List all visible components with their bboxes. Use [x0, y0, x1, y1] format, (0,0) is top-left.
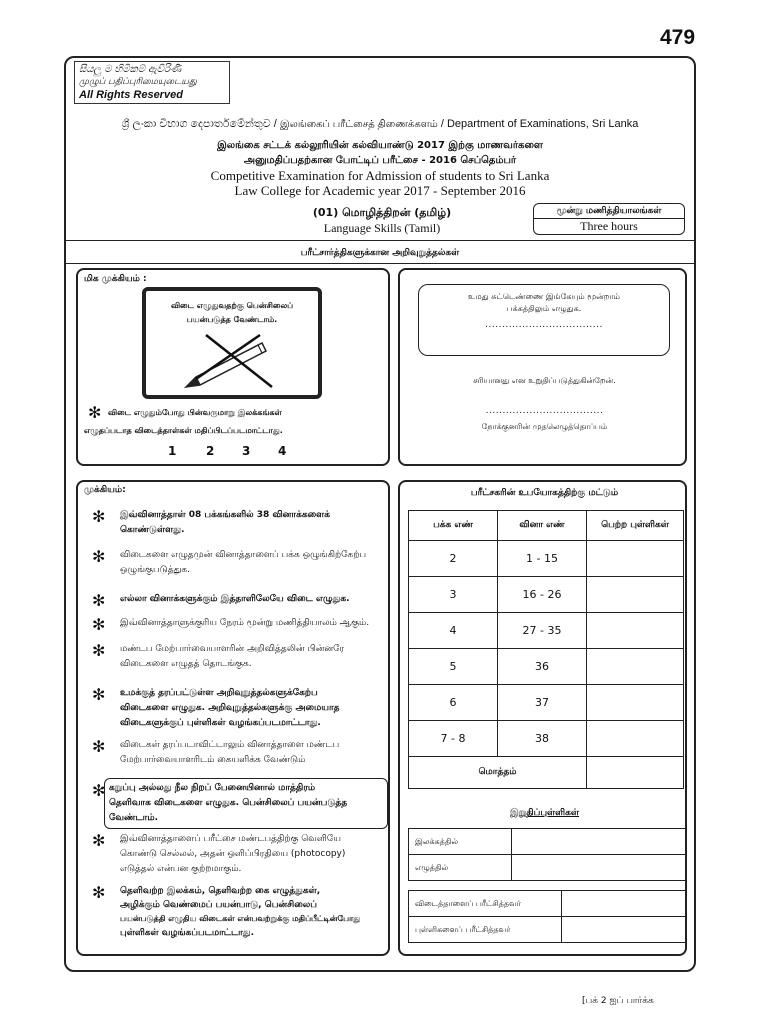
- final-label: இலக்கத்தில்: [409, 829, 512, 855]
- table-row: [409, 577, 684, 613]
- table-row: [409, 649, 684, 685]
- instruction-8: கறுப்பு அல்லது நீல நிறப் பேனையினால் மாத்திரம் தெளிவாக விடைகளை எழுதுக. பென்சிலைப் பயன்படுத்த வேண்டாம்.: [104, 778, 388, 829]
- pencil-note-2: பயன்படுத்த வேண்டாம்.: [186, 315, 278, 324]
- page-cell: 4: [409, 613, 498, 649]
- duration-box: [533, 203, 685, 235]
- table-row: [409, 829, 686, 855]
- index-number-field[interactable]: [418, 284, 670, 356]
- copyright-sinhala: සියලු ම හිමිකම් ඇවිරිණි: [79, 64, 182, 75]
- department-english: Department of Examinations, Sri Lanka: [446, 118, 639, 130]
- very-important-label: மிக முக்கியம் :: [84, 274, 147, 284]
- instruction-5: மண்டப மேற்பார்வையாளரின் அறிவித்தலின் பின்னரே விடைகளை எழுதத் தொடங்குக.: [120, 644, 345, 669]
- page-cell: 5: [409, 649, 498, 685]
- index-number-panel: [398, 268, 687, 466]
- marks-cell[interactable]: [587, 577, 684, 613]
- numbers-note-2: எழுதப்படாத விடைத்தாள்கள் மதிப்பிடப்படமாட்டாது.: [84, 426, 283, 435]
- instructions-heading: பரீட்சார்த்திகளுக்கான அறிவுறுத்தல்கள்: [300, 248, 460, 258]
- checker-value-cell[interactable]: [562, 891, 686, 917]
- marks-cell[interactable]: [587, 613, 684, 649]
- cross-line-2: [196, 335, 260, 379]
- instruction-2: விடைகளை எழுதமுன் வினாத்தாளைப் பக்க ஒழுங்கிற்கேற்ப ஒழுங்குபடுத்துக.: [120, 550, 367, 575]
- subject-english: Language Skills (Tamil): [323, 221, 441, 235]
- copyright-english: All Rights Reserved: [79, 89, 183, 101]
- page-cell: 7 - 8: [409, 721, 498, 757]
- star-bullet-icon: ✻: [92, 685, 106, 704]
- total-row: [409, 757, 684, 789]
- digit-3: 3: [242, 444, 251, 458]
- digit-2: 2: [206, 444, 215, 458]
- marks-cell[interactable]: [587, 721, 684, 757]
- questions-cell: 1 - 15: [498, 541, 587, 577]
- questions-cell: 36: [498, 649, 587, 685]
- pencil-warning-box: [142, 287, 322, 399]
- star-bullet-icon: ✻: [92, 737, 106, 756]
- table-row: [409, 541, 684, 577]
- examiner-box: [398, 480, 687, 956]
- instruction-6: உமக்குத் தரப்பட்டுள்ள அறிவுறுத்தல்களுக்கேற்ப விடைகளை எழுதுக. அறிவுறுத்தல்களுக்கு அமையாத விடைகளுக்குப் புள்ளிகள் வழங்கப்படமாட்டாது.: [120, 688, 340, 728]
- total-cell[interactable]: [587, 757, 684, 789]
- important-label: முக்கியம்:: [84, 485, 126, 495]
- digit-1: 1: [168, 444, 177, 458]
- page-cell: 6: [409, 685, 498, 721]
- examiner-title: பரீட்சகரின் உபயோகத்திற்கு மட்டும்: [470, 488, 619, 498]
- instruction-4: இவ்வினாத்தாளுக்குரிய நேரம் மூன்று மணித்தியாலம் ஆகும்.: [120, 618, 370, 628]
- very-important-box: [76, 268, 390, 466]
- instruction-9: இவ்வினாத்தாளைப் பரீட்சை மண்டபத்திற்கு வெளியே கொண்டு செல்லல், அதன் ஒளிப்பிரதியை (photocopy) எடுத்தல் என்பன குற்றமாகும்.: [120, 834, 346, 874]
- title-tamil-2: அனுமதிப்பதற்கான போட்டிப் பரீட்சை - 2016 செப்தெம்பர்: [243, 155, 517, 166]
- questions-cell: 27 - 35: [498, 613, 587, 649]
- table-row: [409, 891, 686, 917]
- questions-cell: 37: [498, 685, 587, 721]
- crossed-pencil-icon: [176, 329, 286, 393]
- final-value-cell[interactable]: [512, 829, 686, 855]
- star-bullet-icon: ✻: [92, 781, 106, 800]
- star-bullet-icon: ✻: [92, 883, 106, 902]
- page-cell: 3: [409, 577, 498, 613]
- checker-value-cell[interactable]: [562, 917, 686, 943]
- star-bullet-icon: ✻: [92, 591, 106, 610]
- total-label: மொத்தம்: [409, 757, 587, 789]
- checked-by-table: [408, 890, 686, 943]
- marks-cell[interactable]: [587, 649, 684, 685]
- questions-cell: 16 - 26: [498, 577, 587, 613]
- copyright-tamil: முழுப் பதிப்புரிமையுடையது: [79, 77, 197, 87]
- star-bullet-icon: ✻: [92, 641, 106, 660]
- marks-cell[interactable]: [587, 685, 684, 721]
- star-bullet-icon: ✻: [92, 615, 106, 634]
- table-row: [409, 721, 684, 757]
- checker-label: விடைத்தாளைப் பரீட்சித்தவர்: [409, 891, 562, 917]
- header-marks: பெற்ற புள்ளிகள்: [587, 511, 684, 541]
- instruction-10: தெளிவற்ற இலக்கம், தெளிவற்ற கை எழுத்துகள், அழிக்கும் வெண்மைப் பயன்பாடு, பென்சிலைப் பயன்படுத்தி எழுதிய விடைகள் என்பவற்றுக்கு மதிப்பீட்டின்போது புள்ளிகள் வழங்கப்படமாட்டாது.: [120, 886, 361, 938]
- marks-cell[interactable]: [587, 541, 684, 577]
- final-marks-title: இறுதிப்புள்ளிகள்: [510, 808, 579, 818]
- instruction-3: எல்லா வினாக்களுக்கும் இத்தாளிலேயே விடை எழுதுக.: [120, 594, 350, 604]
- pencil-note-1: விடை எழுதுவதற்கு பென்சிலைப்: [170, 301, 294, 310]
- copyright-block: [74, 61, 230, 104]
- exam-title: [80, 138, 680, 198]
- index-dots: ...................................: [485, 320, 603, 330]
- final-marks-table: [408, 828, 686, 881]
- table-row: [409, 855, 686, 881]
- department-line: ශ්‍රී ලංකා විභාග දෙපාර්තමේන්තුව / இலங்கைப் பரீட்சைத் திணைக்களம் / Department of Examinations, Sri Lanka: [121, 118, 639, 130]
- questions-cell: 38: [498, 721, 587, 757]
- table-row: [409, 685, 684, 721]
- see-page-2-note: [பக் 2 ஐப் பார்க்க: [582, 996, 654, 1006]
- header-question-no: வினா எண்: [498, 511, 587, 541]
- table-row: [409, 917, 686, 943]
- subject-tamil: (01) மொழித்திறன் (தமிழ்): [312, 206, 452, 219]
- index-note-1: உமது சுட்டெண்ணை இங்கேயும் மூன்றாம்: [468, 292, 620, 301]
- heading-divider: [66, 240, 694, 241]
- instruction-1: இவ்வினாத்தாள் 08 பக்கங்களில் 38 வினாக்களைக் கொண்டுள்ளது.: [120, 510, 331, 535]
- table-row: [409, 613, 684, 649]
- signature-label: நோக்குனரின் முதலெழுத்தொப்பம்: [481, 422, 608, 431]
- star-bullet-icon: ✻: [92, 831, 106, 850]
- page-number: 479: [660, 26, 696, 49]
- title-english-2: Law College for Academic year 2017 - September 2016: [234, 183, 526, 198]
- checker-label: புள்ளிகளைப் பரீட்சித்தவர்: [409, 917, 562, 943]
- star-bullet-icon: ✻: [88, 403, 102, 422]
- title-tamil-1: இலங்கை சட்டக் கல்லூரியின் கல்வியாண்டு 2017 இற்கு மாணவர்களை: [217, 140, 543, 151]
- duration-tamil: மூன்று மணித்தியாலங்கள்: [534, 204, 684, 219]
- index-note-2: பக்கத்திலும் எழுதுக.: [506, 304, 582, 313]
- header-page-no: பக்க எண்: [409, 511, 498, 541]
- star-bullet-icon: ✻: [92, 547, 106, 566]
- heading-underline: [66, 263, 694, 264]
- digit-4: 4: [278, 444, 287, 458]
- marks-table: [408, 510, 684, 789]
- page-cell: 2: [409, 541, 498, 577]
- certify-text: சரியானது என உறுதிப்படுத்துகின்றேன்.: [473, 376, 616, 385]
- final-value-cell[interactable]: [512, 855, 686, 881]
- marks-header-row: [409, 511, 684, 541]
- department-sinhala: ශ්‍රී ලංකා විභාග දෙපාර්තමේන්තුව: [121, 118, 271, 130]
- important-box: [76, 480, 390, 956]
- title-english-1: Competitive Examination for Admission of students to Sri Lanka: [210, 168, 550, 183]
- numbers-note-1: விடை எழுதும்போது பின்வருமாறு இலக்கங்கள்: [108, 408, 282, 417]
- final-label: எழுத்தில்: [409, 855, 512, 881]
- star-bullet-icon: ✻: [92, 507, 106, 526]
- duration-english: Three hours: [580, 219, 638, 233]
- instruction-7: விடைகள் தரப்படாவிட்டாலும் வினாத்தாளை மண்டப மேற்பார்வையாளரிடம் கையளிக்க வேண்டும்: [120, 740, 340, 765]
- department-tamil: இலங்கைப் பரீட்சைத் திணைக்களம்: [279, 119, 438, 130]
- signature-dots[interactable]: ...................................: [485, 406, 604, 416]
- subject: [282, 205, 482, 236]
